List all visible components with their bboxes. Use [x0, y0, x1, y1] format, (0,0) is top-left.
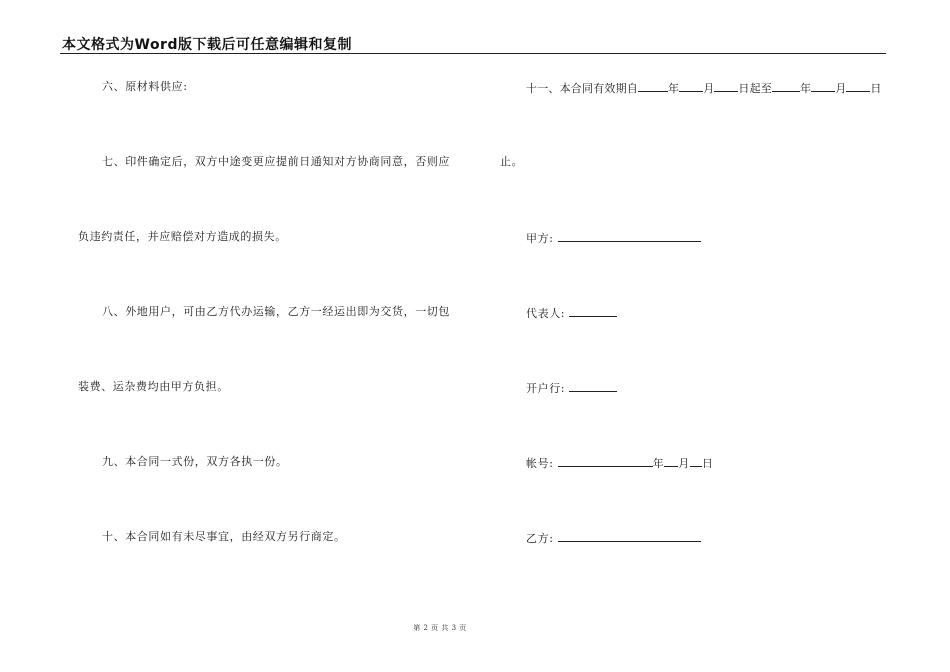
validity-day-end-label: 日: [870, 82, 882, 95]
party-a-row: [526, 230, 701, 246]
clause-7-line-1: 七、印件确定后，双方中途变更应提前日通知对方协商同意，否则应: [102, 155, 450, 168]
representative-row: [526, 305, 617, 321]
clause-8-line-1: 八、外地用户，可由乙方代办运输，乙方一经运出即为交货，一切包: [102, 305, 450, 318]
account-day-label: 日: [701, 457, 714, 470]
account-day-blank: [690, 455, 702, 467]
account-label: 帐号:: [526, 457, 554, 470]
account-month-blank: [664, 455, 678, 467]
blank-end-year: [772, 80, 800, 92]
account-month-label: 月: [678, 457, 690, 470]
validity-day-from-label: 日起至: [738, 82, 773, 95]
account-year-label: 年: [652, 457, 665, 470]
clause-10: 十、本合同如有未尽事宜，由经双方另行商定。: [102, 530, 346, 543]
representative-blank: [569, 305, 617, 317]
bank-blank: [569, 380, 617, 392]
clause-7-line-2: 负违约责任，并应赔偿对方造成的损失。: [78, 230, 287, 243]
clause-11-validity: [526, 80, 882, 96]
header-divider: [60, 53, 886, 54]
validity-year-label: 年: [668, 82, 680, 95]
blank-end-day: [846, 80, 870, 92]
blank-end-month: [811, 80, 835, 92]
clause-9: 九、本合同一式份，双方各执一份。: [102, 455, 288, 468]
party-b-blank: [558, 530, 701, 542]
document-header-title: 本文格式为Word版下载后可任意编辑和复制: [62, 37, 352, 53]
validity-year2-label: 年: [800, 82, 812, 95]
party-b-label: 乙方:: [526, 532, 554, 545]
bank-label: 开户行:: [526, 382, 566, 395]
validity-month-label: 月: [703, 82, 715, 95]
party-a-blank: [558, 230, 701, 242]
page-number-footer: 第 2 页 共 3 页: [413, 624, 467, 632]
account-blank: [558, 455, 653, 467]
bank-row: [526, 380, 617, 396]
clause-6: 六、原材料供应:: [102, 80, 188, 93]
clause-8-line-2: 装费、运杂费均由甲方负担。: [78, 380, 229, 393]
validity-prefix: 十一、本合同有效期自: [526, 82, 638, 95]
account-row: [526, 455, 713, 471]
party-a-label: 甲方:: [526, 232, 554, 245]
clause-11-stop: 止。: [500, 155, 524, 168]
validity-month2-label: 月: [835, 82, 847, 95]
blank-start-year: [638, 80, 668, 92]
blank-start-day: [714, 80, 738, 92]
party-b-row: [526, 530, 701, 546]
representative-label: 代表人:: [526, 307, 566, 320]
blank-start-month: [679, 80, 703, 92]
